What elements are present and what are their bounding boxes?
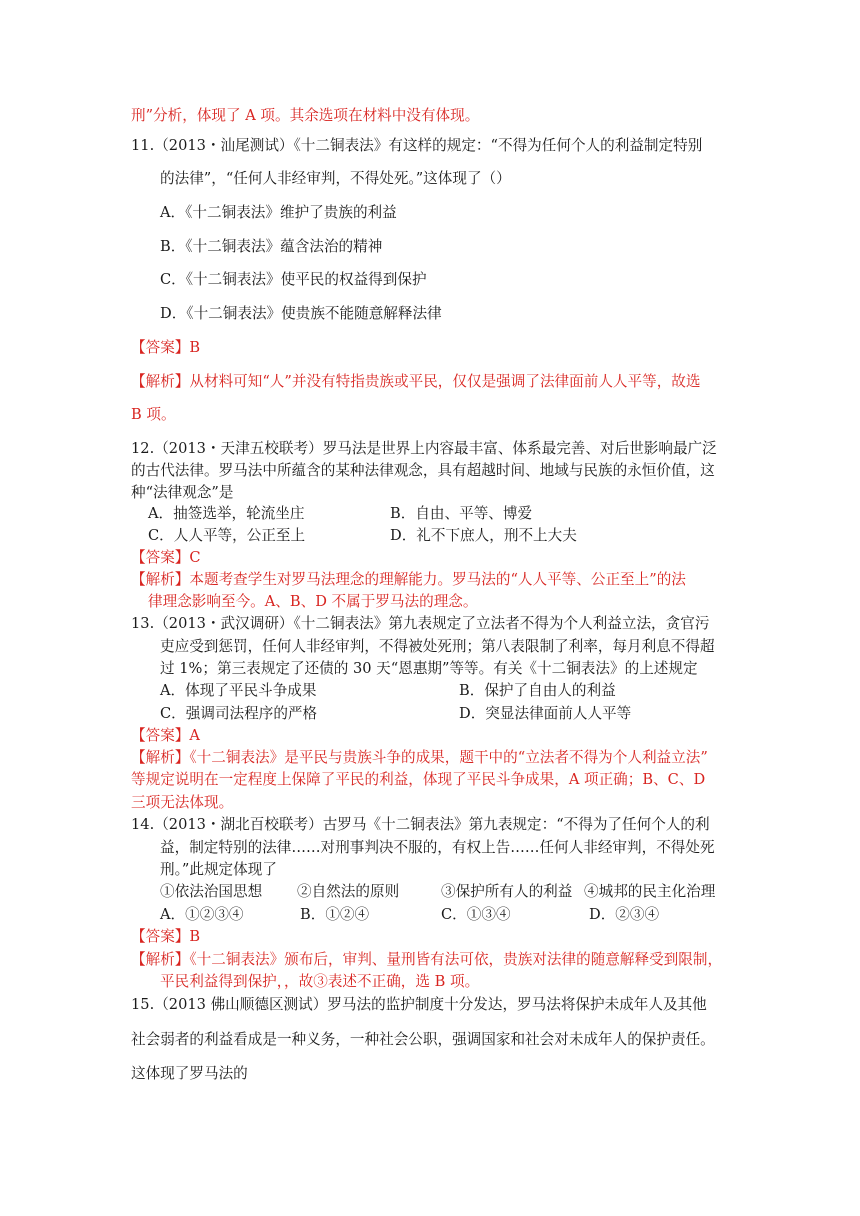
q13-option-b: B．保护了自由人的利益 <box>459 682 616 699</box>
q13-option-d: D．突显法律面前人人平等 <box>459 705 632 722</box>
q11-option-c: C．《十二铜表法》使平民的权益得到保护 <box>160 271 427 288</box>
q14-option-a: A．①②③④ <box>160 906 244 923</box>
q12-option-c: C．人人平等，公正至上 <box>148 527 306 544</box>
q11-stem-line2: 的法律”，“任何人非经审判，不得处死。”这体现了（） <box>160 170 511 187</box>
q15-stem-line3: 这体现了罗马法的 <box>131 1065 248 1082</box>
q13-analysis-line1: 【解析】《十二铜表法》是平民与贵族斗争的成果，题干中的“立法者不得为个人利益立法” <box>131 749 708 766</box>
q12-option-d: D．礼不下庶人，刑不上大夫 <box>390 527 577 544</box>
q14-stem-line1: 14.（2013・湖北百校联考）古罗马《十二铜表法》第九表规定：“不得为了任何个人的利 <box>131 816 710 833</box>
q12-stem-line3: 种“法律观念”是 <box>131 484 234 501</box>
q13-option-a: A．体现了平民斗争成果 <box>160 682 317 699</box>
q14-stem-line2: 益，制定特别的法律……对刑事判决不服的，有权上告……任何人非经审判，不得处死 <box>160 839 715 856</box>
q11-answer: 【答案】B <box>131 339 201 356</box>
q11-analysis-line1: 【解析】从材料可知“人”并没有特指贵族或平民，仅仅是强调了法律面前人人平等，故选 <box>131 373 701 390</box>
q14-item-2: ②自然法的原则 <box>297 883 400 900</box>
q11-option-d: D．《十二铜表法》使贵族不能随意解释法律 <box>160 305 442 322</box>
q14-stem-line3: 刑。”此规定体现了 <box>160 861 277 878</box>
q14-answer: 【答案】B <box>131 928 201 945</box>
q13-analysis-line3: 三项无法体现。 <box>131 794 234 811</box>
q13-option-c: C．强调司法程序的严格 <box>160 705 318 722</box>
q12-analysis-line1: 【解析】本题考查学生对罗马法理念的理解能力。罗马法的“人人平等、公正至上”的法 <box>131 571 686 588</box>
q15-stem-line2: 社会弱者的利益看成是一种义务，一种社会公职，强调国家和社会对未成年人的保护责任。 <box>131 1031 715 1048</box>
q14-option-d: D．②③④ <box>589 906 660 923</box>
q12-stem-line2: 的古代法律。罗马法中所蕴含的某种法律观念，具有超越时间、地域与民族的永恒价值，这 <box>131 462 715 479</box>
q14-item-3: ③保护所有人的利益 <box>441 883 573 900</box>
q14-item-4: ④城邦的民主化治理 <box>584 883 716 900</box>
q13-stem-line1: 13.（2013・武汉调研）《十二铜表法》第九表规定了立法者不得为个人利益立法，贪官污 <box>131 615 710 632</box>
q12-stem-line1: 12.（2013・天津五校联考）罗马法是世界上内容最丰富、体系最完善、对后世影响最广泛 <box>131 440 717 457</box>
q13-stem-line3: 过 1%；第三表规定了还债的 30 天“恩惠期”等等。有关《十二铜表法》的上述规定 <box>160 660 698 677</box>
q13-analysis-line2: 等规定说明在一定程度上保障了平民的利益，体现了平民斗争成果，A 项正确；B、C、D <box>131 771 706 788</box>
q12-answer: 【答案】C <box>131 549 201 566</box>
q11-option-a: A．《十二铜表法》维护了贵族的利益 <box>160 204 397 221</box>
prev-analysis-tail: 刑”分析，体现了 A 项。其余选项在材料中没有体现。 <box>131 107 480 124</box>
q14-item-1: ①依法治国思想 <box>160 883 263 900</box>
q11-option-b: B．《十二铜表法》蕴含法治的精神 <box>160 238 383 255</box>
q14-option-b: B．①②④ <box>300 906 370 923</box>
q12-option-a: A．抽签选举，轮流坐庄 <box>148 505 305 522</box>
q11-stem-line1: 11.（2013・汕尾测试）《十二铜表法》有这样的规定：“不得为任何个人的利益制定特别 <box>131 137 703 154</box>
q15-stem-line1: 15.（2013 佛山顺德区测试）罗马法的监护制度十分发达，罗马法将保护未成年人及其他 <box>131 996 707 1013</box>
q14-option-c: C．①③④ <box>441 906 511 923</box>
q13-answer: 【答案】A <box>131 727 200 744</box>
q13-stem-line2: 吏应受到惩罚，任何人非经审判，不得被处死刑；第八表限制了利率，每月利息不得超 <box>160 638 715 655</box>
q12-analysis-line2: 律理念影响至今。A、B、D 不属于罗马法的理念。 <box>148 593 478 610</box>
q14-analysis-line1: 【解析】《十二铜表法》颁布后，审判、量刑皆有法可依，贵族对法律的随意解释受到限制， <box>131 951 723 968</box>
q11-analysis-line2: B 项。 <box>131 406 176 423</box>
q12-option-b: B．自由、平等、博爱 <box>390 505 533 522</box>
q14-analysis-line2: 平民利益得到保护，，故③表述不正确，选 B 项。 <box>160 973 480 990</box>
